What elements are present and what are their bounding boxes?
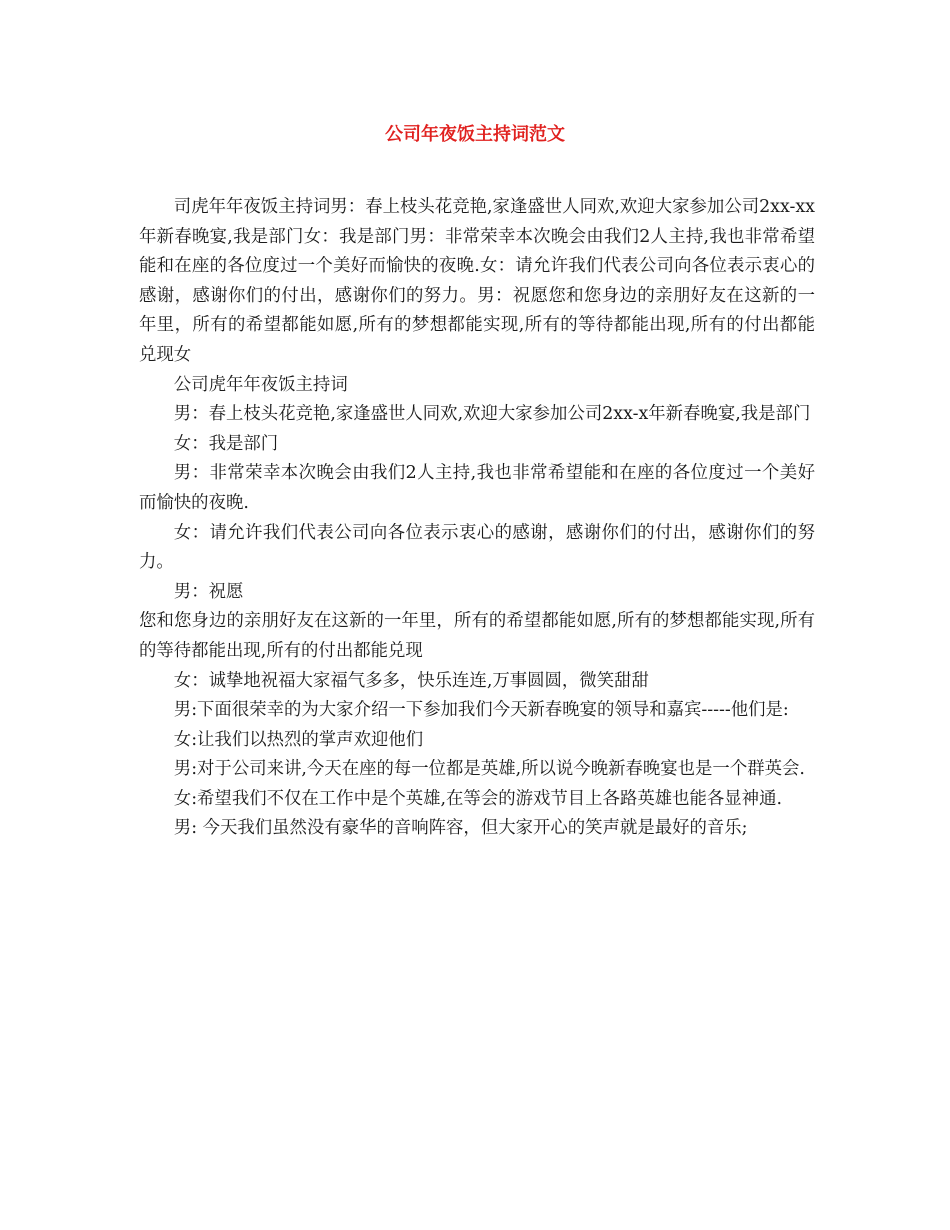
- paragraph: 女：请允许我们代表公司向各位表示衷心的感谢，感谢你们的付出，感谢你们的努力。: [139, 522, 815, 573]
- paragraph: 女：诚挚地祝福大家福气多多，快乐连连,万事圆圆，微笑甜甜: [173, 670, 649, 691]
- paragraph: 男:对于公司来讲,今天在座的每一位都是英雄,所以说今晚新春晚宴也是一个群英会.: [173, 759, 805, 780]
- paragraph: 男:下面很荣幸的为大家介绍一下参加我们今天新春晚宴的领导和嘉宾-----他们是:: [173, 700, 789, 721]
- paragraph: 女：我是部门: [173, 433, 279, 454]
- paragraph: 公司虎年年夜饭主持词: [173, 374, 348, 395]
- paragraph: 男: 今天我们虽然没有豪华的音响阵容，但大家开心的笑声就是最好的音乐;: [173, 818, 748, 839]
- paragraph: 男：非常荣幸本次晚会由我们2人主持,我也非常希望能和在座的各位度过一个美好而愉快的夜晚.: [139, 463, 815, 513]
- document-body: [139, 193, 815, 844]
- paragraph: 您和您身边的亲朋好友在这新的一年里，所有的希望都能如愿,所有的梦想都能实现,所有的等待都能出现,所有的付出都能兑现: [139, 611, 815, 661]
- paragraph: 男：祝愿: [173, 581, 244, 602]
- paragraph: 女:希望我们不仅在工作中是个英雄,在等会的游戏节目上各路英雄也能各显神通.: [173, 788, 782, 809]
- paragraph: 女:让我们以热烈的掌声欢迎他们: [173, 729, 424, 750]
- document-title: 公司年夜饭主持词范文: [385, 124, 565, 145]
- paragraph: 司虎年年夜饭主持词男：春上枝头花竞艳,家逢盛世人同欢,欢迎大家参加公司2xx-xx年新春晚宴,我是部门女：我是部门男：非常荣幸本次晚会由我们2人主持,我也非常希望能和在座的各位度过一个美好而愉快的夜晚.女：请允许我们代表公司向各位表示衷心的感谢，感谢你们的付出，感谢你们的努力。男：祝愿您和您身边的亲朋好友在这新的一年里，所有的希望都能如愿,所有的梦想都能实现,所有的等待都能出现,所有的付出都能兑现女: [139, 197, 815, 365]
- paragraph: 男：春上枝头花竞艳,家逢盛世人同欢,欢迎大家参加公司2xx-x年新春晚宴,我是部门: [173, 404, 811, 425]
